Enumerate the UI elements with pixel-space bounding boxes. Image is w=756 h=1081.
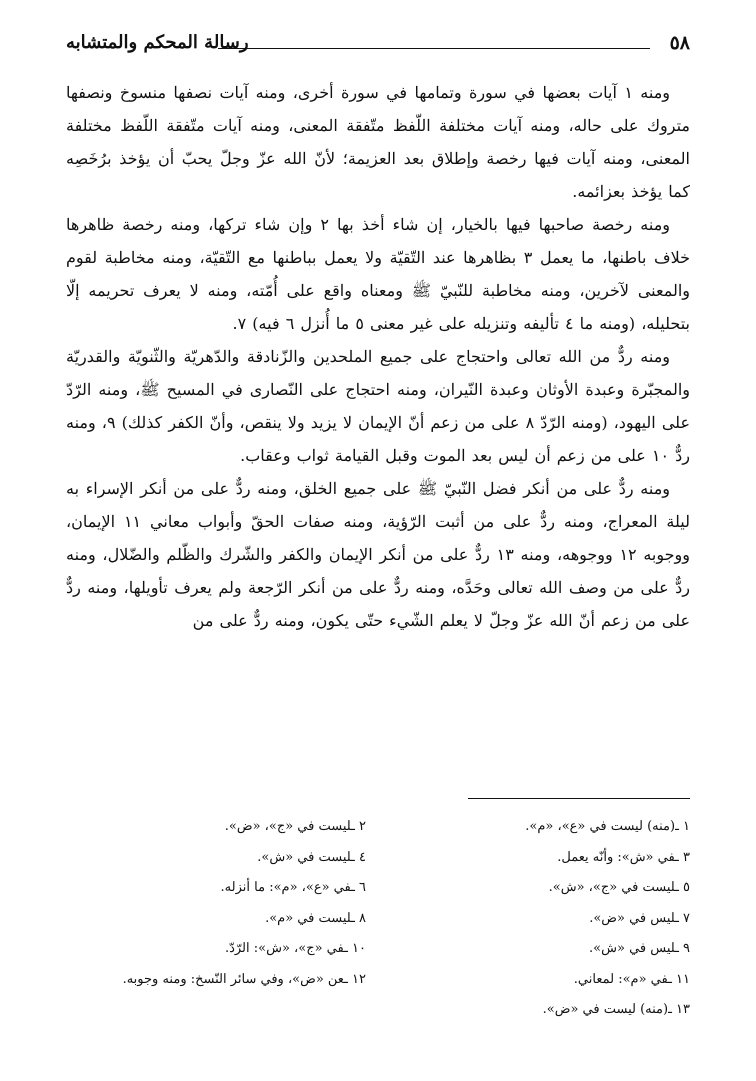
footnote: ٢ ـليست في «ج»، «ض».: [224, 819, 366, 834]
footnote: ١ ـ(منه) ليست في «ع»، «م».: [525, 819, 690, 834]
header-rule: [218, 48, 650, 49]
footnotes-left-column: [66, 812, 366, 1026]
footnotes: [66, 812, 690, 1026]
footnotes-right-column: [390, 812, 690, 1026]
footnote-rule: [468, 798, 690, 799]
paragraph: ومنه ١ آيات بعضها في سورة وتمامها في سورة أخرى، ومنه آيات نصفها منسوخ ونصفها متروك على حاله، ومنه آيات مختلفة اللّفظ متّفقة المعنى، ومنه آيات متّفقة اللّفظ مختلفة المعنى، ومنه آيات فيها رخصة وإطلاق بعد العزيمة؛ لأنّ الله عزّ وجلّ يحبّ أن يؤخذ برُخَصِه كما يؤخذ بعزائمه.: [66, 83, 691, 201]
page-header: [66, 30, 690, 64]
footnote: ٨ ـليست في «م».: [265, 910, 366, 926]
footnote: ١٠ ـفي «ج»، «ش»: الرّدّ.: [224, 941, 366, 956]
footnote: ٧ ـليس في «ض».: [589, 910, 690, 926]
footnote: ٩ ـليس في «ش».: [589, 941, 690, 956]
footnote: ٤ ـليست في «ش».: [257, 849, 366, 865]
footnote: ١٢ ـعن «ض»، وفي سائر النّسخ: ومنه وجوبه.: [122, 971, 366, 987]
footnote: ٦ ـفي «ع»، «م»: ما أنزله.: [220, 880, 366, 895]
footnote: ١١ ـفي «م»: لمعاني.: [573, 971, 690, 987]
paragraph: ومنه ردٌّ من الله تعالى واحتجاج على جميع الملحدين والزّنادقة والدّهريّة والثّنويّة والقدريّة والمجبّرة وعبدة الأوثان وعبدة النّيران، ومنه احتجاج على النّصارى في المسيح ﷺ، ومنه الرّدّ على اليهود، (ومنه الرّدّ ٨ على من زعم أنّ الإيمان لا يزيد ولا ينقص، وأنّ الكفر كذلك) ٩، ومنه ردٌّ ١٠ على من زعم أن ليس بعد الموت وقبل القيامة ثواب وعقاب.: [66, 347, 690, 465]
paragraph: ومنه رخصة صاحبها فيها بالخيار، إن شاء أخذ بها ٢ وإن شاء تركها، ومنه رخصة ظاهرها خلاف باطنها، ما يعمل ٣ بظاهرها عند التّقيّة ولا يعمل بباطنها مع التّقيّة، ومنه مخاطبة لقوم والمعنى لآخرين، ومنه مخاطبة للنّبيّ ﷺ ومعناه واقع على أُمّته، ومنه لا يعرف تحريمه إلّا بتحليله، (ومنه ما ٤ تأليفه وتنزيله على غير معنى ٥ ما أُنزل ٦ فيه) ٧.: [66, 215, 691, 333]
footnote: ٥ ـليست في «ج»، «ش».: [548, 880, 690, 895]
footnote: ١٣ ـ(منه) ليست في «ض».: [542, 1002, 690, 1017]
paragraph: ومنه ردٌّ على من أنكر فضل النّبيّ ﷺ على جميع الخلق، ومنه ردٌّ على من أنكر الإسراء به ليلة المعراج، ومنه ردٌّ على من أثبت الرّؤية، ومنه صفات الحقّ وأبواب معاني ١١ الإيمان، ووجوبه ١٢ ووجوهه، ومنه ١٣ ردٌّ على من أنكر الإيمان والكفر والشّرك والظّلم والضّلال، ومنه ردٌّ على من وصف الله تعالى وحَدَّه، ومنه ردٌّ على من أنكر الرّجعة ولم يعرف تأويلها، ومنه ردٌّ على من زعم أنّ الله عزّ وجلّ لا يعلم الشّيء حتّى يكون، ومنه ردٌّ على من: [66, 479, 691, 630]
footnote: ٣ ـفي «ش»: وأنّه يعمل.: [557, 849, 690, 865]
page-number: ٥٨: [669, 32, 690, 54]
body-text: [66, 76, 690, 637]
running-title: رسالة المحكم والمتشابه: [66, 32, 249, 53]
